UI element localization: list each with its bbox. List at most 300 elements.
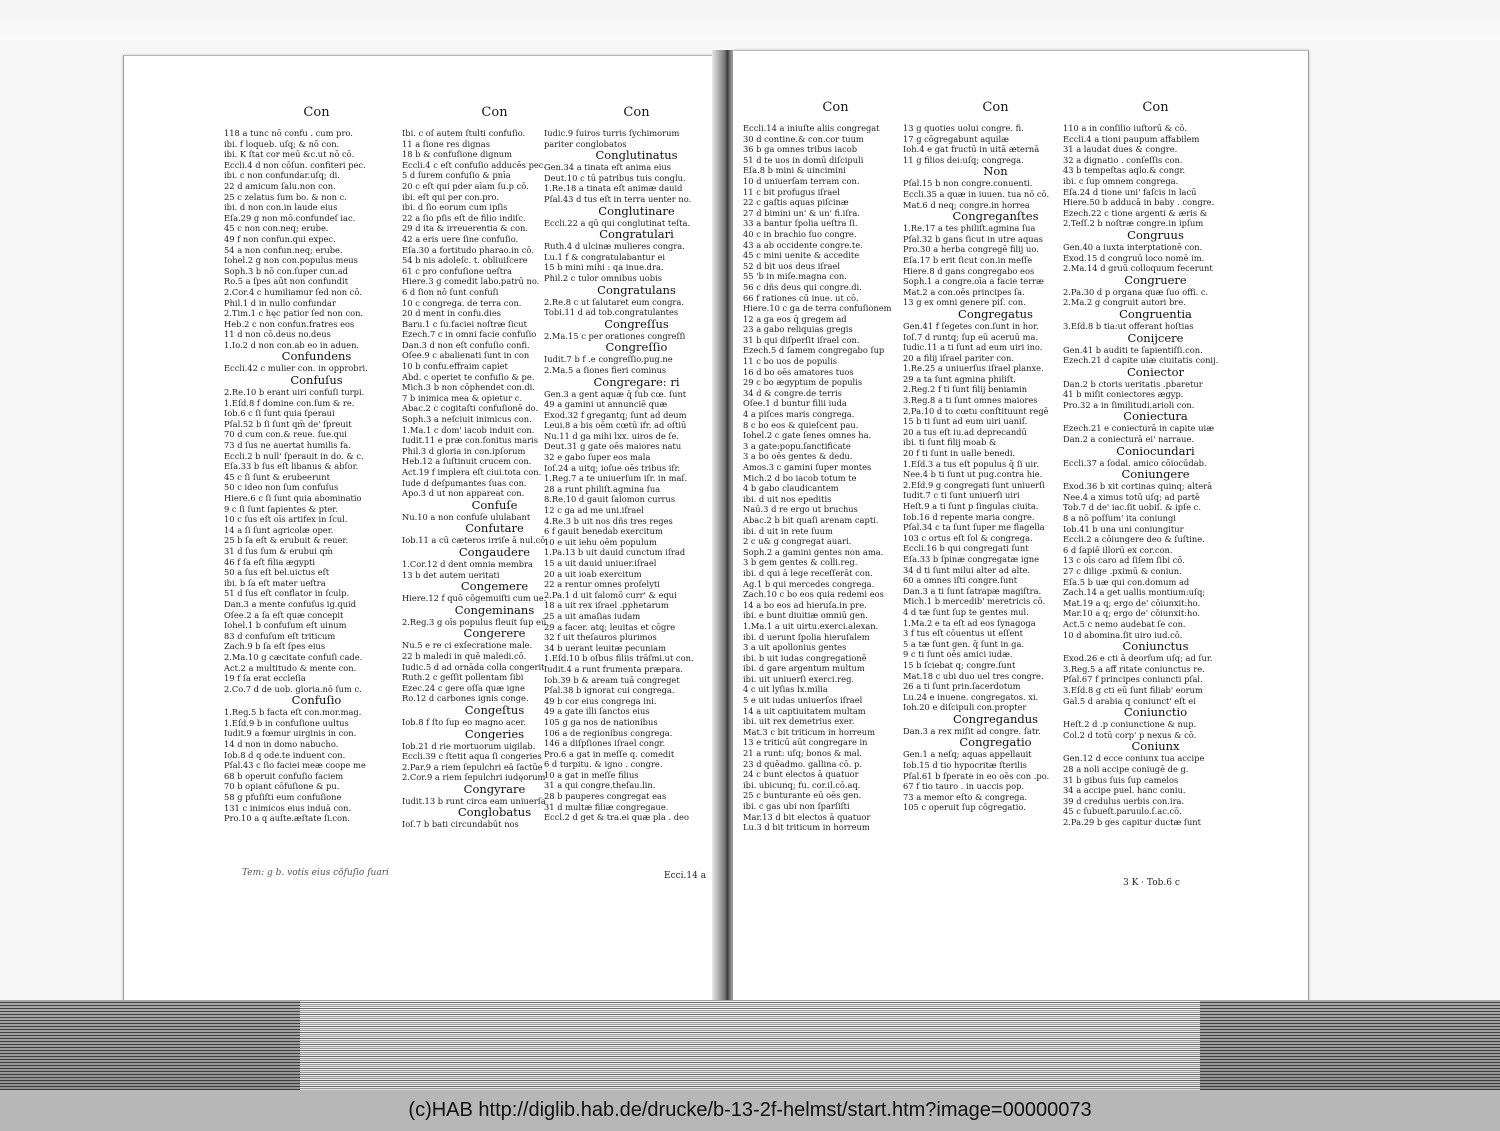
concordance-entry: 1.Eſd.9 b in confuſione uultus	[224, 717, 349, 728]
concordance-entry: Ezech.7 c in omni facie confuſio	[402, 329, 537, 340]
concordance-entry: Eccli.16 b qui congregati ſunt	[903, 543, 1029, 554]
concordance-entry: 45 c ſubueſt.paruulo.ſ.ac.cō.	[1063, 806, 1182, 817]
concordance-entry: Iob.11 a cū cæteros irriſe ā nul.cō.	[402, 535, 548, 546]
concordance-entry: Heb.12 a ſuſtinuit crucem con.	[402, 456, 532, 467]
concordance-entry: 55 'b in miſe.magna con.	[743, 271, 847, 282]
concordance-entry: Ibi. c oſ autem ſtulti confuſio.	[402, 128, 526, 138]
concordance-entry: 13 c oīs caro ad ſiſem ſibi cō.	[1063, 555, 1185, 566]
concordance-entry: 49 b cor eius congrega ini.	[544, 695, 657, 706]
concordance-entry: 41 b miſit coniectores ægyp.	[1063, 389, 1184, 400]
concordance-entry: 31 d multæ filiæ congregaue.	[544, 801, 669, 812]
concordance-entry: 4 b gabo claudicantem	[743, 483, 839, 494]
concordance-entry: 51 d ſus eſt conflator in ſculp.	[224, 588, 350, 599]
concordance-entry: 2.Reg.2 f ti ſunt filij beniamin	[903, 384, 1028, 395]
concordance-entry: ibi. d qui ā lege receſſerāt con.	[743, 567, 873, 578]
concordance-entry: Iudit.4 a runt frumenta præpara.	[544, 663, 683, 674]
concordance-entry: 6 d ſapiē illorū ex cor.con.	[1063, 544, 1173, 555]
concordance-entry: Eccli.14 a iniuſte aliis congregat	[743, 123, 880, 133]
concordance-entry: Mar.10 a q; ergo de' cōiunxit:ho.	[1063, 608, 1200, 619]
lemma-heading: Congreſſus	[604, 316, 669, 331]
concordance-entry: Iudit.7 c ti ſunt uniuerſi uiri	[903, 490, 1020, 501]
concordance-entry: Ioh.4 e gat fructū in uitā æternā	[903, 144, 1040, 155]
concordance-entry: Abac.2 c cogitaſti confuſionē do.	[402, 403, 539, 414]
concordance-entry: 21 a runt: uſq; bonos & mal.	[743, 748, 863, 759]
lemma-heading: Coniunx	[1131, 739, 1180, 754]
concordance-entry: 61 c pro confuſione ueſtra	[402, 265, 512, 276]
concordance-entry: Eſa.5 b uæ qui con.domum ad	[1063, 576, 1190, 587]
concordance-entry: 49 a gate illi ſanctos eius	[544, 706, 650, 717]
concordance-entry: 2.Reg.3 g oīs populus fleuit ſup eū	[402, 616, 547, 627]
concordance-entry: 54 b nis adoleſc. t. obliuiſcere	[402, 255, 528, 266]
column-4	[743, 101, 928, 833]
lemma-heading: Congerere	[463, 626, 526, 641]
concordance-entry: 34 d & congre.de terris	[743, 387, 842, 398]
concordance-entry: 36 b ga omnes tribus iacob	[743, 144, 858, 155]
concordance-entry: Eccli.42 c mulier con. in opprobri.	[224, 363, 368, 374]
concordance-entry: 67 f tio tauro . in uaccis pop.	[903, 781, 1025, 792]
concordance-entry: Gen.40 a iuxta interptationē con.	[1063, 241, 1203, 252]
margin-note: Tem: g b. votis eius cōfuſio ſuari	[242, 868, 389, 878]
concordance-entry: 103 c ortus eſt ſol & congrega.	[903, 532, 1033, 543]
concordance-entry: Leui.8 a bis oēm cœtū ifr. ad oſtiū	[544, 420, 687, 431]
concordance-entry: 1.Re.18 a tinata eſt animæ dauid	[544, 183, 683, 194]
concordance-entry: Pſal.38 b ignorat cui congrega.	[544, 685, 675, 696]
concordance-entry: Mat.3 c bit triticum in horreum	[743, 726, 876, 737]
concordance-entry: ibi. d ſio eorum cum ipſis	[402, 202, 508, 213]
concordance-entry: 29 a facer. atq; leuitas et cōgre	[544, 621, 676, 632]
concordance-entry: 2 c u& g congregat auari.	[743, 536, 852, 547]
concordance-entry: 13 b det autem ueritati	[402, 569, 500, 580]
concordance-entry: 51 d te uos in domū diſcipuli	[743, 154, 864, 165]
concordance-entry: Deut.31 g gate oēs maiores natu	[544, 441, 682, 452]
concordance-entry: Phil.2 c tulor omnibus uobis	[544, 272, 662, 283]
concordance-entry: Ioſ.24 a uitq; ioſue oēs tribus iſr.	[544, 462, 681, 473]
concordance-entry: Iob.39 b & aream tuā congreget	[544, 674, 680, 685]
concordance-entry: Iude d deſpumantes ſuas con.	[402, 477, 527, 488]
left-page	[123, 55, 724, 1001]
concordance-entry: 22 a ſio pſis eſt de filio indiſc.	[402, 212, 526, 223]
concordance-entry: 1.Pa.13 b uit dauid cunctum iſrad	[544, 547, 686, 558]
concordance-entry: 11 g filios dei:uſq; congrega.	[903, 154, 1024, 165]
concordance-entry: Eccli.39 c ſtetit aqua ſi congeries	[402, 751, 542, 762]
concordance-entry: 105 c operuit ſup cōgregatio.	[903, 802, 1026, 813]
concordance-entry: 1.Io.2 d non con.ab eo in aduen.	[224, 339, 360, 350]
concordance-entry: 1.Ma.2 e ta eſt ad eos ſynagoga	[903, 617, 1036, 628]
concordance-entry: 3 f tus eſt cōuentus ut eſſent	[903, 628, 1023, 639]
concordance-entry: Dan.3 d non eſt confuſio confi.	[402, 339, 530, 350]
concordance-entry: Gal.5 d arabia q coniunct' eſt ei	[1063, 695, 1196, 706]
concordance-entry: 3.Reg.8 a ti ſunt omnes maiores	[903, 395, 1038, 406]
concordance-entry: 46 f ſa eſt filia ægypti	[224, 556, 316, 567]
concordance-entry: 4 d tæ ſunt ſup te gentes mul.	[903, 606, 1029, 617]
concordance-entry: Gen.1 a neſq; aquas appellauit	[903, 749, 1032, 760]
concordance-entry: Pro.6 a gat in meſſe q. comedit	[544, 748, 675, 759]
concordance-entry: 1.Re.17 a tes philiſt.agmina ſua	[903, 223, 1036, 234]
concordance-entry: 32 a dignatio . conſeſſis con.	[1063, 154, 1183, 165]
concordance-entry: Iob.6 c ſi ſunt quia ſperaui	[224, 408, 335, 419]
concordance-entry: 2.Par.9 a riem ſepulchri eā ſactūe	[402, 761, 543, 772]
concordance-entry: Oſee.9 c abalienati ſunt in con	[402, 350, 530, 361]
concordance-entry: 2.Ma.10 g cæcitate confuſi cade.	[224, 651, 363, 662]
concordance-entry: 1.Reg.5 b facta eſt con.mor.mag.	[224, 707, 362, 718]
concordance-entry: 18 b & confuſione dignum	[402, 149, 513, 160]
concordance-entry: 6 d ſion nō ſunt confuſi	[402, 286, 499, 297]
concordance-entry: Dan.2 a coniecturā ei' narraue.	[1063, 434, 1195, 445]
concordance-entry: Soph.3 b nō con.ſuper cun.ad	[224, 265, 348, 276]
concordance-entry: 8 a nō poſſum' ita coniungi	[1063, 513, 1176, 524]
lemma-heading: Congeſtus	[464, 702, 525, 717]
concordance-entry: 42 a eris uere ſine confuſio.	[402, 233, 519, 244]
right-page	[733, 50, 1309, 1001]
lemma-heading: Coniunctio	[1123, 705, 1188, 720]
concordance-entry: 45 c non con.neq; erube.	[224, 223, 329, 234]
concordance-entry: 28 b pauperes congregat eas	[544, 791, 667, 802]
concordance-entry: 3 a bo oēs gentes & dedu.	[743, 451, 853, 462]
concordance-entry: 29 a ta ſunt agmina philiſt.	[903, 373, 1016, 384]
concordance-entry: Exod.26 e cti ā deorſum uſq; ad ſur.	[1063, 653, 1213, 664]
concordance-entry: 3 a gate:popu.ſanctificate	[743, 440, 851, 451]
concordance-entry: Pſal.52 b ſi ſunt qm̄ de' ſpreuit	[224, 418, 352, 429]
concordance-entry: Ioh.20 e diſcipuli con.propter	[903, 702, 1027, 713]
concordance-entry: ibi. K ſtat cor meū &c.ut nō cō.	[224, 149, 355, 160]
concordance-entry: 2.Ma.14 d gruū colloquum fecerunt	[1063, 263, 1213, 274]
concordance-entry: Eſa.33 b ſpinæ congregatæ igne	[903, 553, 1040, 564]
concordance-entry: 2.Co.7 d de uob. gloria.nō ſum c.	[224, 683, 362, 694]
concordance-entry: ibi. f loqueb. uſq; & nō con.	[224, 138, 340, 149]
concordance-entry: 13 g ex omni genere piſ. con.	[903, 297, 1026, 308]
concordance-entry: 12 a ga eos q̄ gregem ad	[743, 313, 847, 324]
concordance-entry: Iob.41 b una uni coniungitur	[1063, 523, 1184, 534]
concordance-entry: 19 f ſa erat eccleſia	[224, 673, 306, 684]
concordance-entry: Iudit.11 e præ con.ſonitus maris	[402, 435, 538, 446]
concordance-entry: 3.Eſd.8 b tia:ut offerant hoſtias	[1063, 320, 1194, 331]
concordance-entry: 34 d ti ſunt milui alter ad alte.	[903, 564, 1031, 575]
concordance-entry: 66 f rationes cū inue. ut cō.	[743, 292, 859, 303]
concordance-entry: ibi. d non con.in laude eius	[224, 202, 338, 213]
concordance-entry: Pſal.61 b ſperate in eo oēs con .po.	[903, 770, 1050, 781]
concordance-entry: Col.2 d totū corp' p nexus & cō.	[1063, 729, 1197, 740]
concordance-entry: Heſt.9 a ti ſunt p ſingulas ciuita.	[903, 501, 1039, 511]
concordance-entry: ibi. uit rex demetrius exer.	[743, 716, 855, 727]
concordance-entry: 1.Ma.1 a uit uirtu.exerci.alexan.	[743, 620, 879, 631]
concordance-entry: 1.Re.25 a uniuerſus iſrael planxe.	[903, 363, 1044, 374]
concordance-entry: Hiere.8 d gans congregabo eos	[903, 265, 1035, 276]
concordance-entry: Eſa.17 b erit ſicut con.in meſſe	[903, 254, 1033, 265]
concordance-entry: Iudic.11 a ti ſunt ad eum uiri ino.	[903, 342, 1043, 353]
concordance-entry: Mich.2 d bo iacob totum te	[743, 472, 857, 483]
concordance-entry: 2.Pa.29 b ges capitur ductæ ſunt	[1063, 816, 1201, 827]
concordance-entry: Ro.5 a ſpes aūt non confundit	[224, 276, 349, 287]
concordance-entry: 34 a accipe puel. hanc coniu.	[1063, 785, 1186, 796]
concordance-entry: Iudit.9 a fœmur uirginis in con.	[224, 728, 357, 739]
concordance-entry: Ezech.5 d ſamem congregabo ſup	[743, 345, 885, 356]
concordance-entry: Phil.3 d gloria in con.ipſorum	[402, 445, 526, 456]
concordance-entry: Nee.4 a ximus totū uſq; ad partē	[1063, 491, 1200, 502]
concordance-entry: Eccli.37 a ſodal. amico cōiocūdab.	[1063, 457, 1207, 468]
concordance-entry: Mar.13 d bit electos ā quatuor	[743, 811, 871, 822]
concordance-entry: Lu.1 f & congratulabantur ei	[544, 251, 666, 262]
lemma-heading: Congaudere	[458, 544, 531, 559]
concordance-entry: 7 b inimica mea & opietur c.	[402, 392, 523, 403]
concordance-entry: 16 d bo oēs amatores tuos	[743, 366, 854, 377]
concordance-entry: 56 c dñs deus qui congre.di.	[743, 281, 862, 292]
concordance-entry: Lu.24 e inuene. congregatos. xi.	[903, 691, 1039, 702]
lemma-heading: Congeries	[464, 726, 525, 741]
concordance-entry: ibi. c non confundar.uſq; di.	[224, 170, 340, 181]
concordance-entry: 45 c ſi ſunt & erubeerunt	[224, 471, 330, 482]
lemma-heading: Congreganſtes	[952, 209, 1039, 224]
concordance-entry: Oſee.1 d buntur filii iuda	[743, 398, 847, 409]
concordance-entry: 73 d ſus ne auertat humilis fa.	[224, 440, 351, 451]
concordance-entry: 1.Eſd.10 b oſbus filiis trāſmi.ut con.	[544, 653, 694, 664]
concordance-entry: Exod.36 b xit cortinas quinq; alterā	[1063, 481, 1213, 492]
concordance-entry: 22 c gaſtis aquas piſcinæ	[743, 197, 849, 208]
concordance-entry: 22 b maledi in quē maledi.cō.	[402, 650, 527, 661]
concordance-entry: 27 c dilige .pximū & coniun.	[1063, 566, 1182, 576]
concordance-entry: Hiere.10 c ga de terra confuſionem	[743, 303, 892, 314]
concordance-entry: Eſa.8 b mini & uincimini	[743, 165, 846, 176]
lemma-heading: Conijcere	[1127, 330, 1184, 345]
concordance-entry: Ezech.22 c tione argenti & æris &	[1063, 207, 1208, 218]
concordance-entry: 6 d turpitu. & igno . congre.	[544, 759, 663, 770]
column-5	[903, 101, 1088, 813]
concordance-entry: Ezech.21 e coniecturā in capite uiæ	[1063, 423, 1215, 434]
concordance-entry: Iob.16 d repente maria congre.	[903, 511, 1035, 522]
concordance-entry: Mat.19 a q; ergo de' cōiunxit:ho.	[1063, 597, 1201, 608]
concordance-entry: 29 c bo ægyptum de populis	[743, 377, 863, 388]
concordance-entry: Eccli.4 a tioni paupum affabilem	[1063, 133, 1200, 144]
concordance-entry: 26 a ti ſunt prin.ſacerdotum	[903, 681, 1021, 692]
lemma-heading: Congyrare	[463, 781, 526, 796]
concordance-entry: Eccli.2 b null' ſperauit in do. & c.	[224, 450, 364, 461]
concordance-entry: Soph.3 a neſciuit inimicus con.	[402, 414, 532, 425]
concordance-entry: Tob.7 d de' iac.ſit uobiſ. & ipſe c.	[1063, 502, 1201, 513]
concordance-entry: 13 g quoties uolui congre. fi.	[903, 123, 1024, 133]
concordance-entry: 4 a piſces maris congrega.	[743, 409, 855, 420]
concordance-entry: Phil.1 d in nullo confundar	[224, 297, 336, 308]
concordance-entry: Dan.3 a ti ſunt ſatrapæ magiſtra.	[903, 585, 1042, 596]
concordance-entry: Eccli.35 a quæ in iuuen. tua nō cō.	[903, 188, 1050, 199]
concordance-entry: 8.Re.10 d gauit ſalomon currus	[544, 494, 676, 505]
concordance-entry: Hiere.12 f quō cōgemuiſti cum ue.	[402, 593, 547, 604]
concordance-entry: Heſt.2 d .p coniunctione & nup.	[1063, 719, 1197, 730]
concordance-entry: 31 a qui congre.theſau.lin.	[544, 780, 656, 791]
concordance-entry: 9 c ſi ſunt ſapientes & pter.	[224, 503, 338, 514]
concordance-entry: 2.Eſd.9 g congregati ſunt uniuerſi	[903, 479, 1045, 490]
lemma-heading: Confutare	[465, 521, 524, 536]
concordance-entry: 2.Cor.9 a riem ſepulchri iudęorum	[402, 772, 546, 783]
concordance-entry: Eccli.22 a qū qui conglutinat teſta.	[544, 217, 691, 228]
concordance-entry: 33 a bantur ſpolia ueſtra ſi.	[743, 218, 858, 229]
concordance-entry: 10 b confu.effraim capiet	[402, 361, 508, 372]
concordance-entry: Baru.1 c ſu.faciei noſtræ ſicut	[402, 318, 527, 329]
concordance-entry: Mich.1 b mercedib' meretricis cō.	[903, 596, 1046, 607]
concordance-entry: Pſal.34 c ta ſunt ſuper me flagella	[903, 522, 1045, 533]
concordance-entry: Pſal.32 b gans ſicut in utre aquas	[903, 233, 1043, 244]
concordance-entry: Eccli.4 d non cōſun. confiteri pec.	[224, 159, 366, 170]
concordance-entry: 14 a bo eos ad hieruſa.in pre.	[743, 599, 867, 610]
concordance-entry: Act.5 c nemo audebat ſe con.	[1063, 618, 1186, 629]
concordance-entry: 32 e gabo ſuper eos mala	[544, 452, 651, 463]
concordance-entry: 31 a laudat dues & congre.	[1063, 144, 1178, 155]
concordance-entry: 31 d ſus ſum & erubui qm̄	[224, 545, 333, 556]
lemma-heading: Congratulari	[599, 227, 674, 242]
concordance-entry: 14 d non in domo nabucho.	[224, 739, 339, 750]
concordance-entry: Iob.8 f ſto ſup eo magno acer.	[402, 716, 527, 727]
column-header: Con	[303, 105, 330, 120]
concordance-entry: Oſee.2 a ſa eſt quæ concepit	[224, 609, 344, 620]
concordance-entry: 32 f uit theſauros plurimos	[544, 632, 657, 643]
concordance-entry: Abd. c operiet te confuſio & pe.	[402, 371, 535, 382]
concordance-entry: 23 d quēadmo. gallina cō. p.	[743, 758, 862, 769]
lemma-heading: Confuſio	[291, 693, 342, 708]
concordance-entry: 2.Ma.2 g congruit autori bre.	[1063, 297, 1186, 308]
concordance-entry: 43 b tempeſtas aqlo.& congr.	[1063, 165, 1186, 176]
concordance-entry: 25 c zelatus ſum bo. & non c.	[224, 191, 347, 202]
concordance-entry: 14 a ſi ſunt agricolæ oper.	[224, 524, 334, 535]
concordance-entry: Iob.8 d q ode.te induent con.	[224, 749, 346, 760]
concordance-entry: Eccli.4 c eſt confuſio adducēs pec.	[402, 159, 547, 170]
concordance-entry: 13 e triticū aūt congregare in	[743, 737, 868, 748]
concordance-entry: 54 a non confun.neq; erube.	[224, 244, 343, 255]
concordance-entry: Lu.3 d bit triticum in horreum	[743, 822, 870, 833]
concordance-entry: 1.Cor.12 d dent omnia membra	[402, 558, 533, 569]
concordance-entry: 106 a de regionibus congrega.	[544, 727, 673, 738]
concordance-entry: ibi. c gas ubi non ſparſiſti	[743, 801, 850, 811]
concordance-entry: 10 a gat in meſſe filius	[544, 769, 639, 780]
concordance-entry: 1.Ma.1 c dom' iacob induit con.	[402, 424, 535, 435]
concordance-entry: pariter conglobatos	[544, 138, 627, 149]
concordance-entry: 10 d uniuerſam terram con.	[743, 175, 860, 186]
concordance-entry: ibi. ti ſunt filij moab &	[903, 437, 997, 448]
concordance-entry: Apo.3 d ut non appareat con.	[402, 488, 525, 499]
concordance-entry: 3.Reg.5 a aff̄ ritate coniunctus re.	[1063, 663, 1205, 674]
concordance-entry: 2.Teſſ.2 b noſtræ congre.in ipſum	[1063, 218, 1204, 229]
column-6	[1063, 101, 1248, 827]
concordance-entry: Mich.3 b non cōphendet con.di.	[402, 382, 535, 393]
column-header: Con	[822, 100, 849, 115]
concordance-entry: Ruth.2 c geſſit pollentam ſibi	[402, 672, 524, 683]
concordance-entry: 25 a uit amaſias iudam	[544, 610, 641, 621]
concordance-entry: Mat.18 c ubi duo uel tres congre.	[903, 670, 1044, 681]
concordance-entry: 58 g pfuſiſti eum confuſione	[224, 792, 342, 803]
concordance-entry: 29 d ita & irreuerentia & con.	[402, 223, 528, 234]
concordance-entry: ibi. ubicunq; fu. cor.il.cō.aq.	[743, 779, 861, 790]
concordance-entry: 40 c in brachio ſuo congre.	[743, 228, 857, 239]
lemma-heading: Conglutinare	[598, 203, 675, 218]
concordance-entry: 10 d abomina.ſit uiro iud.cō.	[1063, 629, 1183, 640]
concordance-entry: Gen.41 b auditi te ſapientiſſi.con.	[1063, 344, 1203, 355]
lemma-heading: Congeminans	[454, 602, 535, 617]
concordance-entry: Pſal.43 d tus eſt in terra uenter no.	[544, 193, 692, 204]
concordance-entry: ibi. c ſup omnem congrega.	[1063, 175, 1179, 186]
concordance-entry: Iudit.13 b runt circa eam uniuerſa	[402, 795, 546, 806]
concordance-entry: Pro.10 a q auſte.æſtate ſi.con.	[224, 813, 351, 824]
concordance-entry: Eſa.33 b ſus eſt libanus & abſor.	[224, 461, 359, 472]
concordance-entry: Naū.3 d re ergo ut bruchus	[743, 504, 858, 515]
catchword-right: 3 K · Tob.6 c	[1123, 878, 1180, 888]
column-header: Con	[481, 105, 508, 120]
concordance-entry: Hiere.6 c ſi ſunt quia abominatio	[224, 493, 362, 503]
column-1	[224, 106, 409, 824]
concordance-entry: 31 b gibus ſuis ſup camelos	[1063, 774, 1179, 785]
lemma-heading: Non	[983, 164, 1008, 179]
concordance-entry: 20 c eſt qui pder aīam ſu.p cō.	[402, 180, 529, 191]
concordance-entry: 146 a diſpſiones iſrael congr.	[544, 738, 666, 749]
concordance-entry: 11 c bo uos de populis	[743, 356, 838, 367]
concordance-entry: Mat.6 d neq; congre.in horrea	[903, 199, 1030, 210]
concordance-entry: 52 d bit uos deus iſrael	[743, 260, 840, 271]
concordance-entry: 39 d credulus uerbis con.ira.	[1063, 795, 1185, 806]
concordance-entry: 2.Cor.4 c humiliamur ſed non cō.	[224, 286, 362, 297]
concordance-entry: 5 d ſurem confuſio & pnīa	[402, 170, 511, 181]
lemma-heading: Congruere	[1124, 272, 1187, 287]
concordance-entry: 131 c inimicos eius induā con.	[224, 802, 352, 813]
concordance-entry: Eſa.24 d tione uni' faſcis in lacū	[1063, 186, 1197, 197]
concordance-entry: Eccli.2 a cōiungere deo & ſuſtine.	[1063, 534, 1205, 545]
concordance-entry: 2.Pa.10 d to cœtu conſtituunt regē	[903, 405, 1049, 416]
concordance-entry: Pſal.43 c ſio faciei meæ coope me	[224, 760, 366, 771]
concordance-entry: ibi. d uit in rete ſuum	[743, 525, 833, 536]
concordance-entry: Dan.3 a rex miſit ad congre. ſatr.	[903, 725, 1041, 736]
concordance-entry: 15 b ti ſunt ad eum uiri uaniſ.	[903, 416, 1028, 427]
concordance-entry: Zach.9 b ſa eſt ſpes eius	[224, 641, 326, 652]
concordance-entry: 28 a runt philiſt.agmina ſua	[544, 483, 661, 494]
concordance-entry: Iob.21 d rie mortuorum uigilab.	[402, 740, 536, 751]
concordance-entry: 68 b operuit confuſio faciem	[224, 770, 344, 781]
concordance-entry: Iudic.5 d ad ornāda colla congerit	[402, 661, 545, 672]
lemma-heading: Conglutinatus	[595, 148, 678, 163]
concordance-entry: Gen.12 d ecce coniunx tua accipe	[1063, 753, 1205, 764]
concordance-entry: Amos.3 c gamini ſuper montes	[743, 462, 872, 472]
concordance-entry: 2.Re.10 b erant uiri confuſi turpi.	[224, 387, 365, 398]
concordance-entry: 11 d non cō.deus no.deus	[224, 329, 331, 340]
concordance-entry: Eſa.29 g non mō.confundeſ iac.	[224, 212, 356, 223]
concordance-entry: 17 g cōgregabunt aquilæ	[903, 133, 1009, 144]
concordance-entry: 25 c bunturante eū oēs gen.	[743, 790, 862, 801]
concordance-entry: 22 d amicum ſalu.non con.	[224, 180, 336, 191]
concordance-entry: 105 g ga nos de nationibus	[544, 716, 658, 727]
concordance-entry: 15 b mini mihi : qa inue.dra.	[544, 262, 664, 273]
concordance-entry: 11 c bit profugus iſrael	[743, 186, 840, 197]
lemma-heading: Coniunctus	[1122, 639, 1189, 654]
concordance-entry: 2.Tim.1 c hęc patior ſed non con.	[224, 308, 364, 319]
concordance-entry: Hiere.50 b adducā in baby . congre.	[1063, 197, 1215, 208]
concordance-entry: Nee.4 b ti ſunt ut pug.contra hie.	[903, 469, 1043, 480]
concordance-entry: 70 d cum con.& reue. ſue.qui	[224, 429, 347, 440]
concordance-entry: Hiere.3 g comedit labo.patrū no.	[402, 276, 540, 287]
concordance-entry: 18 a uit rex iſrael .pphetarum	[544, 600, 669, 611]
concordance-entry: 8 c bo eos & quieſcent pau.	[743, 419, 859, 430]
concordance-entry: ibi. eſt qui per con.pro.	[402, 191, 500, 202]
concordance-entry: 10 e uit iehu oēm populum	[544, 536, 657, 547]
lemma-heading: Coniocundari	[1116, 443, 1195, 458]
concordance-entry: 6 f gauit benedab exercitum	[544, 526, 663, 537]
lemma-heading: Coniectura	[1123, 409, 1188, 424]
concordance-entry: 2.Pa.1 d uit ſalomō curr' & equi	[544, 589, 677, 600]
lemma-heading: Confuſus	[290, 373, 343, 388]
concordance-entry: ibi. b uit iudas congregationē	[743, 652, 867, 663]
concordance-entry: Act.2 a multitudo & mente con.	[224, 662, 357, 673]
concordance-entry: Soph.1 a congre.oīa a facie terræ	[903, 276, 1044, 287]
concordance-entry: 60 a omnes iſti congre.ſunt	[903, 575, 1018, 586]
concordance-entry: Ezech.21 d capite uiæ ciuitatis conij.	[1063, 355, 1219, 366]
concordance-entry: 43 a ab occidente congre.te.	[743, 239, 863, 250]
concordance-entry: 1.Reg.7 a te uniuerſum iſr. in maſ.	[544, 473, 688, 484]
concordance-entry: 73 a memor eſto & congrega.	[903, 791, 1028, 802]
concordance-entry: 2.Re.8 c ut ſalutaret eum congra.	[544, 296, 684, 307]
lemma-heading: Congregare: ri	[593, 374, 680, 389]
